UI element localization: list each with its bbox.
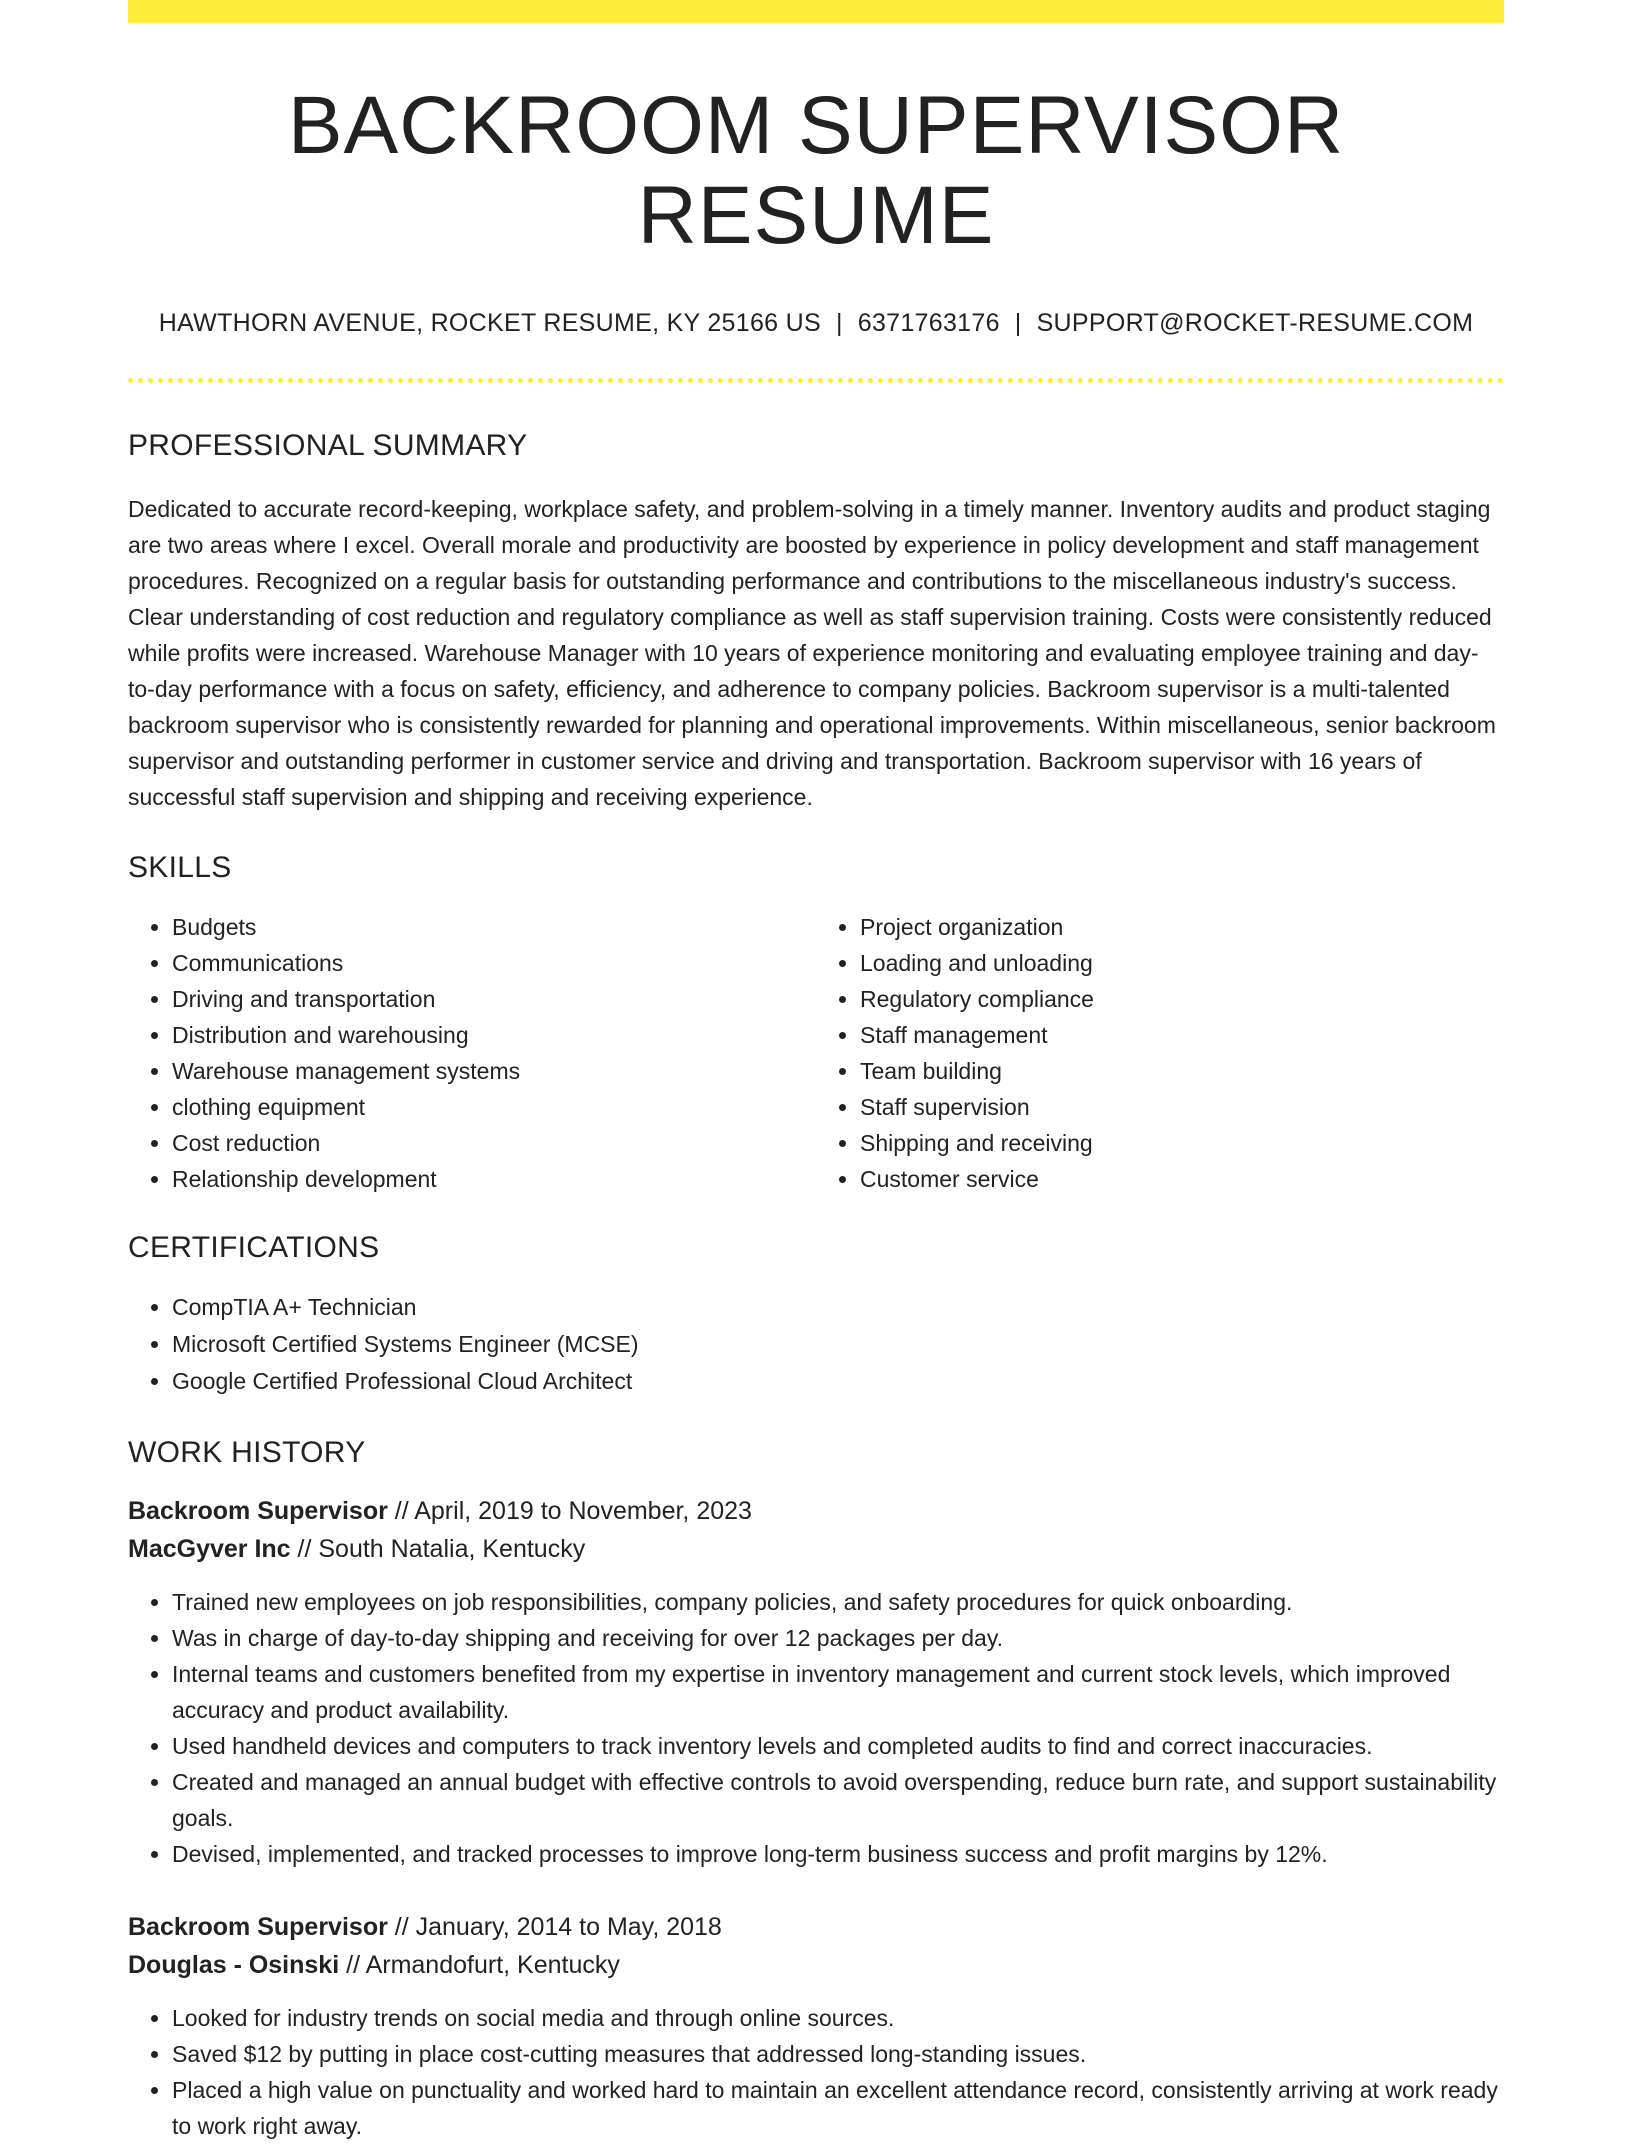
skills-right-list (816, 909, 1504, 1197)
skill-item: • Regulatory compliance (860, 981, 1504, 1017)
dotted-divider (128, 378, 1504, 383)
job-bullet: • Saved $12 by putting in place cost-cutting measures that addressed long-standing issues. (172, 2036, 1504, 2072)
top-accent-bar (128, 0, 1504, 23)
job-title: Backroom Supervisor (128, 1497, 388, 1526)
skill-item: • Relationship development (172, 1161, 816, 1197)
certifications-list (128, 1289, 1504, 1400)
skill-item: • Distribution and warehousing (172, 1017, 816, 1053)
certifications-heading: CERTIFICATIONS (128, 1231, 380, 1265)
job-title: Backroom Supervisor (128, 1913, 388, 1942)
contact-phone[interactable]: 6371763176 (857, 309, 1000, 338)
skill-item: • Budgets (172, 909, 816, 945)
skill-item: • Staff management (860, 1017, 1504, 1053)
job-bullet: • Trained new employees on job responsibilities, company policies, and safety procedures for quick onboarding. (172, 1584, 1504, 1620)
certification-item: • Microsoft Certified Systems Engineer (MCSE) (172, 1326, 1504, 1363)
job-entry (128, 1492, 1504, 1872)
job-bullet: • Used handheld devices and computers to track inventory levels and completed audits to find and correct inaccuracies. (172, 1728, 1504, 1764)
job-bullets (128, 2000, 1504, 2144)
certification-item: • CompTIA A+ Technician (172, 1289, 1504, 1326)
contact-separator: | (1014, 309, 1022, 338)
resume-page (128, 0, 1504, 2140)
skill-item: • Loading and unloading (860, 945, 1504, 981)
skill-item: • Team building (860, 1053, 1504, 1089)
job-dates: // April, 2019 to November, 2023 (387, 1497, 752, 1526)
job-dates: // January, 2014 to May, 2018 (387, 1913, 722, 1942)
skill-item: • Communications (172, 945, 816, 981)
job-bullet: • Placed a high value on punctuality and worked hard to maintain an excellent attendance record, consistently arriving at work ready to work right away. (172, 2072, 1504, 2144)
job-title-line (128, 1908, 1504, 1946)
job-company: Douglas - Osinski (128, 1951, 340, 1980)
summary-text: Dedicated to accurate record-keeping, workplace safety, and problem-solving in a timely manner. Inventory audits and product staging are two areas where I excel. Overall morale and productivity are boosted by experience in policy development and staff management procedures. Recognized on a regular basis for outstanding performance and contributions to the miscellaneous industry's success. Clear understanding of cost reduction and regulatory compliance as well as staff supervision training. Costs were consistently reduced while profits were increased. Warehouse Manager with 10 years of experience monitoring and evaluating employee training and day-to-day performance with a focus on safety, efficiency, and adherence to company policies. Backroom supervisor is a multi-talented backroom supervisor who is consistently rewarded for planning and operational improvements. Within miscellaneous, senior backroom supervisor and outstanding performer in customer service and driving and transportation. Backroom supervisor with 16 years of successful staff supervision and shipping and receiving experience. (128, 496, 1496, 811)
job-bullet: • Internal teams and customers benefited from my expertise in inventory management and current stock levels, which improved accuracy and product availability. (172, 1656, 1504, 1728)
job-company: MacGyver Inc (128, 1535, 291, 1564)
job-company-line (128, 1946, 1504, 1984)
skill-item: • Shipping and receiving (860, 1125, 1504, 1161)
skills-columns (128, 909, 1504, 1197)
job-bullet: • Was in charge of day-to-day shipping and receiving for over 12 packages per day. (172, 1620, 1504, 1656)
job-bullet: • Looked for industry trends on social media and through online sources. (172, 2000, 1504, 2036)
job-bullet: • Devised, implemented, and tracked processes to improve long-term business success and profit margins by 12%. (172, 1836, 1504, 1872)
skill-item: • clothing equipment (172, 1089, 816, 1125)
work-history-heading: WORK HISTORY (128, 1436, 366, 1470)
skills-left-list (128, 909, 816, 1197)
summary-heading: PROFESSIONAL SUMMARY (128, 429, 528, 463)
contact-line (128, 309, 1504, 338)
contact-address: HAWTHORN AVENUE, ROCKET RESUME, KY 25166 US (158, 309, 821, 338)
job-bullets (128, 1584, 1504, 1872)
job-bullet: • Created and managed an annual budget with effective controls to avoid overspending, reduce burn rate, and support sustainability goals. (172, 1764, 1504, 1836)
job-location: // Armandofurt, Kentucky (339, 1951, 620, 1980)
contact-separator: | (835, 309, 843, 338)
skill-item: • Warehouse management systems (172, 1053, 816, 1089)
page-title: BACKROOM SUPERVISOR RESUME (287, 80, 1345, 262)
contact-email[interactable]: SUPPORT@ROCKET-RESUME.COM (1036, 309, 1474, 338)
skill-item: • Staff supervision (860, 1089, 1504, 1125)
job-location: // South Natalia, Kentucky (290, 1535, 586, 1564)
job-company-line (128, 1530, 1504, 1568)
job-title-line (128, 1492, 1504, 1530)
skill-item: • Customer service (860, 1161, 1504, 1197)
certification-item: • Google Certified Professional Cloud Architect (172, 1363, 1504, 1400)
skills-heading: SKILLS (128, 851, 232, 885)
job-entry (128, 1908, 1504, 2144)
skill-item: • Cost reduction (172, 1125, 816, 1161)
skill-item: • Project organization (860, 909, 1504, 945)
skill-item: • Driving and transportation (172, 981, 816, 1017)
